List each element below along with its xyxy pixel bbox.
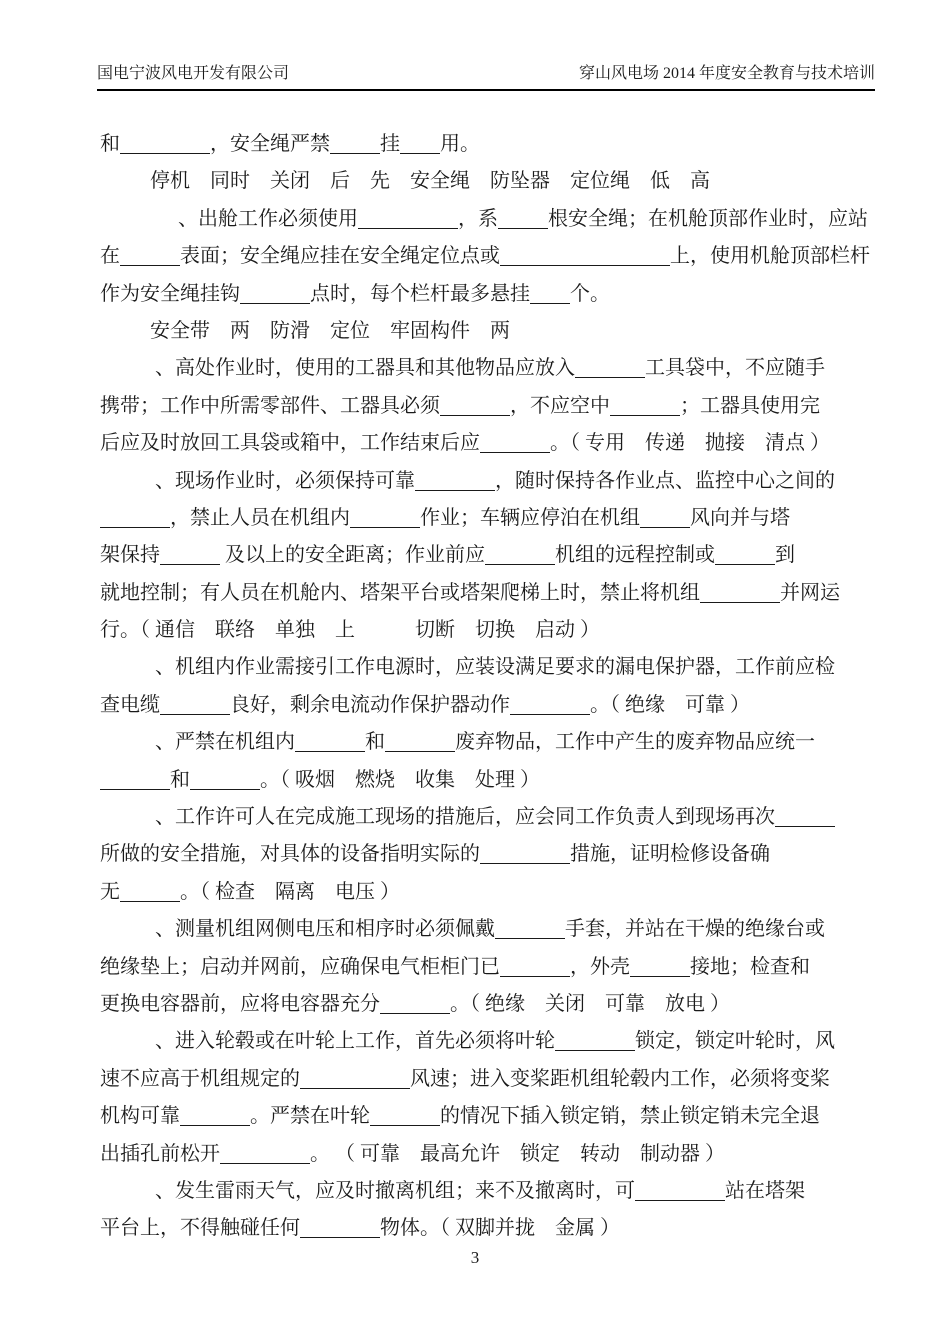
text-run: 单独 [275,619,315,642]
wide-space [400,1159,420,1160]
fill-in-blank [240,285,310,304]
text-run: 牢固构件 [390,319,470,342]
text-run: 表面；安全绳应挂在安全绳定位点或 [180,245,500,268]
text-line [100,911,890,948]
wide-space [515,635,535,636]
text-line [100,425,890,462]
wide-space [335,785,355,786]
text-run: 同时 [210,170,250,193]
text-run: 并网运 [780,581,840,604]
text-run: 切断 [415,619,455,642]
wide-space [255,897,275,898]
text-run: 关闭 [270,170,310,193]
fill-in-blank [630,958,690,977]
text-line [100,949,890,986]
text-run: 防坠器 [490,170,550,193]
text-run: 定位 [330,319,370,342]
wide-space [550,186,570,187]
fill-in-blank [100,509,170,528]
text-run: 措施，证明检修设备确 [570,843,770,866]
text-run: 风速；进入变桨距机组轮毂内工作，必须将变桨 [410,1067,830,1090]
text-run: 。 （ 可靠 [310,1142,400,1165]
text-run: 。（ 检查 [180,880,255,903]
fill-in-blank [440,397,510,416]
text-line [100,1173,890,1210]
fill-in-blank [385,733,455,752]
text-line [100,986,890,1023]
text-line [100,575,890,612]
text-line [100,388,890,425]
text-run: 和 [365,731,385,754]
text-run: 携带；工作中所需零部件、工器具必须 [100,394,440,417]
text-run: ，外壳 [570,955,630,978]
text-run: 、机组内作业需接引工作电源时，应装设满足要求的漏电保护器，工作前应检 [155,656,835,679]
text-run: 处理 ） [475,768,540,791]
fill-in-blank [380,995,450,1014]
wide-space [455,635,475,636]
text-run: 两 [490,319,510,342]
text-run: 后 [330,170,350,193]
text-run: 传递 [645,432,685,455]
text-run: 和 [170,768,190,791]
fill-in-blank [610,397,680,416]
fill-in-blank [120,135,210,154]
wide-space [390,186,410,187]
text-line [100,463,890,500]
text-run: 、现场作业时，必须保持可靠 [155,469,415,492]
text-line [100,201,890,238]
text-run: ，系 [458,207,498,230]
fill-in-blank [100,771,170,790]
fill-in-blank [370,1107,440,1126]
wide-space [745,448,765,449]
fill-in-blank [330,135,380,154]
text-run: 上 [335,619,355,642]
text-run: 就地控制；有人员在机舱内、塔架平台或塔架爬梯上时，禁止将机组 [100,581,700,604]
text-run: ，安全绳严禁 [210,133,330,155]
text-run: 转动 [580,1142,620,1165]
text-run: 绝缘垫上；启动并网前，应确保电气柜柜门已 [100,955,500,978]
text-line [100,350,890,387]
text-run: 切换 [475,619,515,642]
fill-in-blank [358,210,458,229]
wide-space [310,186,330,187]
text-run: 联络 [215,619,255,642]
text-run: 更换电容器前，应将电容器充分 [100,992,380,1015]
text-run: 放电 ） [665,992,730,1015]
fill-in-blank [715,546,775,565]
text-run: 锁定，锁定叶轮时，风 [635,1030,835,1053]
wide-space [645,1009,665,1010]
text-run: 机组的远程控制或 [555,544,715,567]
text-run: 电压 ） [335,880,400,903]
text-run: 、工作许可人在完成施工现场的措施后，应会同工作负责人到现场再次 [155,806,775,829]
text-line [100,1098,890,1135]
text-line [100,649,890,686]
fill-in-blank [530,285,570,304]
text-line [100,762,890,799]
text-run: 。（ 吸烟 [260,768,335,791]
wide-space [670,186,690,187]
fill-in-blank [160,546,220,565]
fill-in-blank [480,434,550,453]
wide-space [470,336,490,337]
text-run: 先 [370,170,390,193]
text-run: 安全带 [150,319,210,342]
text-run: 收集 [415,768,455,791]
text-run: 制动器 ） [640,1142,725,1165]
wide-space [560,1159,580,1160]
text-line [100,1023,890,1060]
text-run: 定位绳 [570,170,630,193]
fill-in-blank [700,584,780,603]
text-run: 所做的安全措施，对具体的设备指明实际的 [100,843,480,866]
fill-in-blank [495,920,565,939]
text-run: 机构可靠 [100,1105,180,1128]
fill-in-blank [160,696,230,715]
fill-in-blank [635,1182,725,1201]
text-run: 抛接 [705,432,745,455]
text-run: 物体。（ 双脚并拢 [380,1217,535,1240]
wide-space [195,635,215,636]
wide-space [525,1009,545,1010]
text-line [100,724,890,761]
fill-in-blank [510,696,590,715]
fill-in-blank [500,247,670,266]
text-run: ，不应空中 [510,394,610,417]
text-run: 在 [100,245,120,268]
text-run: 及以上的安全距离；作业前应 [220,544,485,567]
fill-in-blank [350,509,420,528]
wide-space [250,186,270,187]
training-title: 穿山风电场 2014 年度安全教育与技术培训 [578,65,875,82]
text-run: ，随时保持各作业点、监控中心之间的 [495,469,835,492]
fill-in-blank [415,472,495,491]
text-run: 关闭 [545,992,585,1015]
text-run: 到 [775,544,795,567]
text-line [100,276,890,313]
wide-space [370,336,390,337]
text-run: 速不应高于机组规定的 [100,1067,300,1090]
fill-in-blank [575,359,645,378]
text-run: 、严禁在机组内 [155,731,295,754]
text-run: 用。 [440,133,480,155]
fill-in-blank [300,1219,380,1238]
text-run: 站在塔架 [725,1179,805,1202]
text-run: 风向并与塔 [690,506,790,529]
text-run: 可靠 [605,992,645,1015]
text-run: 、测量机组网侧电压和相序时必须佩戴 [155,918,495,941]
text-line [100,874,890,911]
text-run: 两 [230,319,250,342]
text-line [100,612,890,649]
text-line [100,836,890,873]
wide-space [315,635,335,636]
fill-in-blank [295,733,365,752]
text-run: 作为安全绳挂钩 [100,282,240,305]
text-run: 锁定 [520,1142,560,1165]
text-run: 、进入轮毂或在叶轮上工作，首先必须将叶轮 [155,1030,555,1053]
wide-space [355,635,415,636]
text-run: 。（ 专用 [550,432,625,455]
text-run: 停机 [150,170,190,193]
text-run: 手套，并站在干燥的绝缘台或 [565,918,825,941]
fill-in-blank [220,1145,310,1164]
text-run: 后应及时放回工具袋或箱中，工作结束后应 [100,432,480,455]
fill-in-blank [300,1070,410,1089]
fill-in-blank [400,135,440,154]
wide-space [630,186,650,187]
text-run: 行。（ 通信 [100,619,195,642]
text-line [100,537,890,574]
text-line [100,1210,890,1247]
text-run: 的情况下插入锁定销，禁止锁定销未完全退 [440,1105,820,1128]
fill-in-blank [498,210,548,229]
wide-space [210,336,230,337]
text-run: 平台上，不得触碰任何 [100,1217,300,1240]
wide-space [620,1159,640,1160]
text-run: 启动 ） [535,619,600,642]
text-run: 、出舱工作必须使用 [178,207,358,230]
wide-space [350,186,370,187]
text-run: ，禁止人员在机组内 [170,506,350,529]
text-line [100,313,890,350]
document-body [100,126,890,1248]
text-run: 废弃物品，工作中产生的废弃物品应统一 [455,731,815,754]
wide-space [255,635,275,636]
text-run: 。（ 绝缘 [590,693,665,716]
text-run: 根安全绳；在机舱顶部作业时，应站 [548,207,868,230]
text-run: 挂 [380,133,400,155]
wide-space [500,1159,520,1160]
text-run: 出插孔前松开 [100,1142,220,1165]
text-run: 、发生雷雨天气，应及时撤离机组；来不及撤离时，可 [155,1179,635,1202]
text-run: 查电缆 [100,693,160,716]
wide-space [535,1233,555,1234]
wide-space [250,336,270,337]
text-run: 隔离 [275,880,315,903]
wide-space [455,785,475,786]
text-run: 和 [100,133,120,155]
wide-space [315,897,335,898]
text-line [100,238,890,275]
text-run: 可靠 ） [685,693,750,716]
text-run: 、高处作业时，使用的工器具和其他物品应放入 [155,357,575,380]
fill-in-blank [640,509,690,528]
page-header [97,63,875,91]
fill-in-blank [775,808,835,827]
text-run: 金属 ） [555,1217,620,1240]
wide-space [190,186,210,187]
fill-in-blank [555,1032,635,1051]
text-run: 个。 [570,282,610,305]
text-line [100,1136,890,1173]
text-run: 。（ 绝缘 [450,992,525,1015]
text-run: 上，使用机舱顶部栏杆 [670,245,870,268]
text-run: 高 [690,170,710,193]
text-run: 最高允许 [420,1142,500,1165]
text-run: 接地；检查和 [690,955,810,978]
fill-in-blank [120,247,180,266]
text-line [100,799,890,836]
wide-space [395,785,415,786]
wide-space [585,1009,605,1010]
text-run: 清点 ） [765,432,830,455]
text-line [100,163,890,200]
wide-space [665,710,685,711]
text-run: 。严禁在叶轮 [250,1105,370,1128]
text-run: ；工器具使用完 [680,394,820,417]
fill-in-blank [500,958,570,977]
wide-space [685,448,705,449]
text-line [100,687,890,724]
text-line [100,126,890,163]
page-footer [0,1246,950,1270]
wide-space [625,448,645,449]
text-line [100,500,890,537]
text-line [100,1061,890,1098]
fill-in-blank [485,546,555,565]
company-name: 国电宁波风电开发有限公司 [97,65,290,82]
text-run: 无 [100,880,120,903]
page-number: 3 [470,1248,480,1267]
text-run: 作业；车辆应停泊在机组 [420,506,640,529]
text-run: 点时，每个栏杆最多悬挂 [310,282,530,305]
text-run: 良好，剩余电流动作保护器动作 [230,693,510,716]
fill-in-blank [480,845,570,864]
fill-in-blank [190,771,260,790]
fill-in-blank [120,883,180,902]
fill-in-blank [180,1107,250,1126]
text-run: 燃烧 [355,768,395,791]
wide-space [310,336,330,337]
text-run: 安全绳 [410,170,470,193]
text-run: 工具袋中，不应随手 [645,357,825,380]
text-run: 架保持 [100,544,160,567]
wide-space [470,186,490,187]
text-run: 防滑 [270,319,310,342]
text-run: 低 [650,170,670,193]
